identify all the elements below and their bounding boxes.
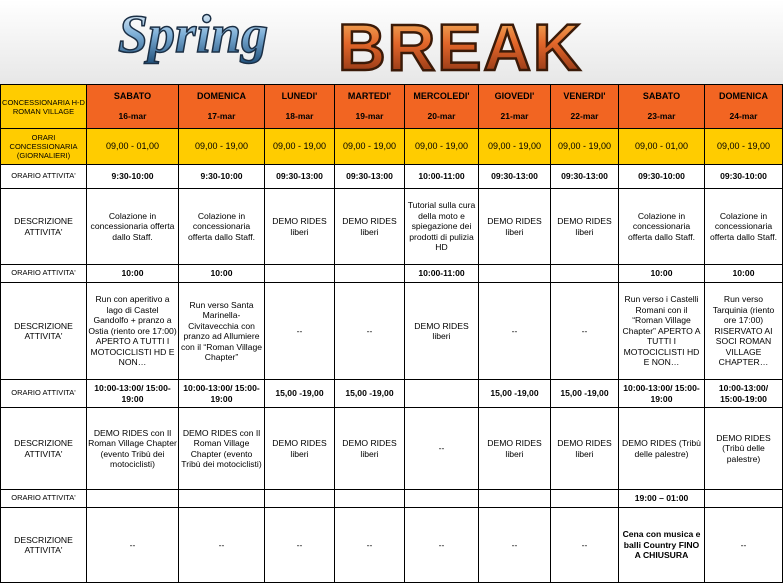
activity-description-cell: Colazione in concessionaria offerta dallo Staff. [705,189,783,265]
activity-time-cell: 10:00 [87,265,179,283]
activity-description-cell: Run verso Santa Marinella-Civitavecchia con pranzo ad Allumiere con il “Roman Village Chapter” [179,283,265,380]
activity-description-cell: -- [87,508,179,583]
activity-time-cell: 15,00 -19,00 [551,380,619,408]
activity-time-cell: 09:30-13:00 [551,165,619,189]
banner-break-word: BREAK [338,10,583,84]
activity-time-row-1 [1,165,783,189]
activity-time-row-3 [1,380,783,408]
activity-description-cell: -- [405,508,479,583]
day-name: VENERDI' [563,91,606,101]
hours-cell: 09,00 - 19,00 [405,129,479,165]
activity-description-label: DESCRIZIONE ATTIVITA' [1,283,87,380]
activity-time-cell: 09:30-10:00 [619,165,705,189]
activity-time-cell: 09:30-13:00 [265,165,335,189]
activity-time-cell: 15,00 -19,00 [265,380,335,408]
activity-description-cell: DEMO RIDES liberi [265,408,335,490]
day-date: 20-mar [427,110,456,121]
activity-description-row-1 [1,189,783,265]
day-header-2 [179,85,265,129]
activity-time-cell: 10:00 [619,265,705,283]
activity-time-cell: 15,00 -19,00 [479,380,551,408]
activity-description-cell: Colazione in concessionaria offerta dallo Staff. [179,189,265,265]
activity-description-cell: DEMO RIDES (Tribù delle palestre) [619,408,705,490]
day-name: LUNEDI' [281,91,318,101]
activity-description-label: DESCRIZIONE ATTIVITA' [1,508,87,583]
activity-time-cell [479,265,551,283]
day-date: 23-mar [647,110,676,121]
day-header-6 [479,85,551,129]
corner-label: CONCESSIONARIA H-D ROMAN VILLAGE [1,85,87,129]
hours-cell: 09,00 - 19,00 [551,129,619,165]
activity-time-cell [265,265,335,283]
spring-break-banner [0,0,783,84]
day-date: 19-mar [355,110,384,121]
header-row [1,85,783,129]
activity-description-cell: -- [265,508,335,583]
activity-description-row-3 [1,408,783,490]
day-header-7 [551,85,619,129]
activity-description-row-2 [1,283,783,380]
day-date: 21-mar [500,110,529,121]
activity-time-cell: 9:30-10:00 [179,165,265,189]
day-name: DOMENICA [719,91,768,101]
day-name: MERCOLEDI' [413,91,470,101]
activity-time-cell: 10:00-13:00/ 15:00-19:00 [619,380,705,408]
activity-time-cell [551,490,619,508]
activity-time-row-4 [1,490,783,508]
activity-time-label: ORARIO ATTIVITA' [1,265,87,283]
day-name: SABATO [113,91,152,101]
activity-description-cell: Run verso Tarquinia (riento ore 17:00) RISERVATO AI SOCI ROMAN VILLAGE CHAPTER… [705,283,783,380]
day-header-4 [335,85,405,129]
activity-description-cell: -- [551,508,619,583]
activity-description-cell: DEMO RIDES con Il Roman Village Chapter (evento Tribù dei motociclisti) [179,408,265,490]
activity-description-cell: Run con aperitivo a lago di Castel Gandolfo + pranzo a Ostia (riento ore 17:00) APERTO A TUTTI I MOTOCICLISTI HD E NON… [87,283,179,380]
hours-cell: 09,00 - 01,00 [619,129,705,165]
day-header-5 [405,85,479,129]
hours-cell: 09,00 - 19,00 [335,129,405,165]
schedule-table [0,84,783,583]
activity-description-cell: -- [479,508,551,583]
day-header-8 [619,85,705,129]
day-name: DOMENICA [197,91,246,101]
activity-description-cell: DEMO RIDES liberi [479,408,551,490]
activity-description-cell: DEMO RIDES liberi [551,189,619,265]
hours-cell: 09,00 - 19,00 [705,129,783,165]
day-date: 18-mar [285,110,314,121]
activity-time-row-2 [1,265,783,283]
day-header-3 [265,85,335,129]
activity-description-cell: -- [265,283,335,380]
activity-time-cell: 10:00-13:00/ 15:00-19:00 [87,380,179,408]
activity-description-cell: DEMO RIDES liberi [405,283,479,380]
activity-time-cell [479,490,551,508]
day-date: 17-mar [207,110,236,121]
hours-cell: 09,00 - 19,00 [265,129,335,165]
activity-description-cell: Cena con musica e balli Country FINO A CHIUSURA [619,508,705,583]
activity-description-cell: Colazione in concessionaria offerta dallo Staff. [619,189,705,265]
activity-time-cell: 09:30-13:00 [335,165,405,189]
activity-time-cell [179,490,265,508]
activity-time-cell [551,265,619,283]
day-date: 16-mar [118,110,147,121]
activity-description-cell: DEMO RIDES liberi [551,408,619,490]
activity-description-cell: DEMO RIDES con Il Roman Village Chapter (evento Tribù dei motociclisti) [87,408,179,490]
activity-description-cell: DEMO RIDES (Tribù delle palestre) [705,408,783,490]
activity-time-cell [265,490,335,508]
hours-label: ORARI CONCESSIONARIA (GIORNALIERI) [1,129,87,165]
activity-time-label: ORARIO ATTIVITA' [1,490,87,508]
day-header-1 [87,85,179,129]
activity-time-label: ORARIO ATTIVITA' [1,165,87,189]
activity-time-cell [335,490,405,508]
activity-description-cell: -- [335,508,405,583]
activity-description-cell: -- [705,508,783,583]
activity-time-cell: 10:00-13:00/ 15:00-19:00 [179,380,265,408]
hours-cell: 09,00 - 19,00 [179,129,265,165]
activity-time-cell: 10:00-13:00/ 15:00-19:00 [705,380,783,408]
activity-description-cell: -- [405,408,479,490]
day-header-9 [705,85,783,129]
activity-time-cell [335,265,405,283]
activity-description-cell: DEMO RIDES liberi [265,189,335,265]
hours-row [1,129,783,165]
activity-time-cell [405,380,479,408]
activity-time-cell: 19:00 – 01:00 [619,490,705,508]
hours-cell: 09,00 - 01,00 [87,129,179,165]
activity-time-label: ORARIO ATTIVITA' [1,380,87,408]
hours-cell: 09,00 - 19,00 [479,129,551,165]
activity-description-cell: DEMO RIDES liberi [479,189,551,265]
activity-time-cell: 09:30-13:00 [479,165,551,189]
day-name: SABATO [642,91,681,101]
activity-description-row-4 [1,508,783,583]
activity-description-cell: Run verso i Castelli Romani con il “Roman Village Chapter” APERTO A TUTTI I MOTOCICLISTI HD E NON… [619,283,705,380]
day-date: 22-mar [570,110,599,121]
activity-time-cell: 10:00-11:00 [405,265,479,283]
activity-description-cell: -- [551,283,619,380]
activity-description-cell: Tutorial sulla cura della moto e spiegazione dei prodotti di pulizia HD [405,189,479,265]
day-name: MARTEDI' [347,91,392,101]
activity-time-cell: 9:30-10:00 [87,165,179,189]
activity-description-cell: DEMO RIDES liberi [335,189,405,265]
activity-time-cell: 10:00-11:00 [405,165,479,189]
activity-time-cell [87,490,179,508]
activity-time-cell: 10:00 [179,265,265,283]
activity-description-cell: -- [179,508,265,583]
activity-description-label: DESCRIZIONE ATTIVITA' [1,408,87,490]
day-name: GIOVEDI' [494,91,535,101]
activity-description-cell: -- [335,283,405,380]
activity-time-cell [405,490,479,508]
activity-description-cell: Colazione in concessionaria offerta dallo Staff. [87,189,179,265]
activity-description-cell: DEMO RIDES liberi [335,408,405,490]
banner-spring-word: Spring [118,4,269,64]
activity-time-cell: 09:30-10:00 [705,165,783,189]
activity-time-cell [705,490,783,508]
activity-time-cell: 15,00 -19,00 [335,380,405,408]
day-date: 24-mar [729,110,758,121]
activity-description-label: DESCRIZIONE ATTIVITA' [1,189,87,265]
activity-description-cell: -- [479,283,551,380]
activity-time-cell: 10:00 [705,265,783,283]
